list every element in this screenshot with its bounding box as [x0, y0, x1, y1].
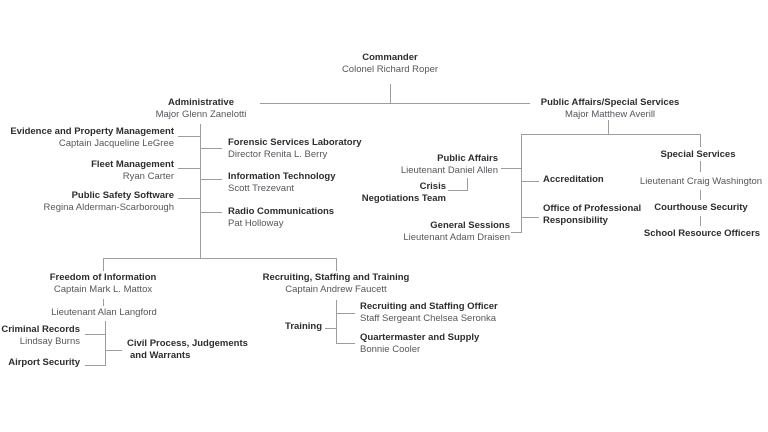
node-quartermaster-supply — [360, 332, 479, 356]
pass-title: Public Affairs/Special Services — [540, 97, 680, 108]
node-training — [285, 321, 322, 333]
rst-name: Captain Andrew Faucett — [285, 284, 387, 295]
radio-title: Radio Communications — [228, 206, 335, 217]
connector-top-horizontal — [260, 103, 530, 104]
connector-accreditation-tick — [521, 181, 539, 182]
node-general-sessions — [403, 220, 510, 244]
node-freedom-of-information — [50, 272, 157, 296]
airport-security-title: Airport Security — [8, 357, 80, 368]
fleet-title: Fleet Management — [91, 159, 174, 170]
civil-process-title-line1: Civil Process, Judgements — [127, 338, 248, 349]
node-civil-process — [127, 338, 248, 362]
civil-process-title-line2: and Warrants — [130, 350, 191, 361]
courthouse-security-title: Courthouse Security — [654, 202, 748, 213]
connector-radio-tick — [200, 212, 222, 213]
foi-title: Freedom of Information — [49, 272, 157, 283]
connector-courthouse-sro-tick — [700, 216, 701, 226]
evidence-name: Captain Jacqueline LeGree — [58, 138, 174, 149]
administrative-name: Major Glenn Zanelotti — [155, 109, 247, 120]
general-sessions-name: Lieutenant Adam Draisen — [403, 232, 510, 243]
rst-title: Recruiting, Staffing and Training — [262, 272, 410, 283]
general-sessions-title: General Sessions — [430, 220, 510, 231]
it-name: Scott Trezevant — [228, 183, 295, 194]
fleet-name: Ryan Carter — [122, 171, 174, 182]
node-recruiting-staffing-training — [263, 272, 410, 296]
connector-forensic-tick — [200, 148, 222, 149]
commander-title: Commander — [362, 52, 418, 63]
it-title: Information Technology — [228, 171, 336, 182]
forensic-title: Forensic Services Laboratory — [228, 137, 362, 148]
node-office-of-professional-responsibility — [543, 203, 641, 227]
oopr-title-line2: Responsibility — [543, 215, 608, 226]
oopr-title-line1: Office of Professional — [543, 203, 642, 214]
connector-oopr-tick — [521, 217, 539, 218]
craig-washington-name: Lieutenant Craig Washington — [639, 176, 763, 187]
connector-rso-tick — [336, 313, 355, 314]
criminal-records-name: Lindsay Burns — [19, 336, 80, 347]
evidence-title: Evidence and Property Management — [10, 126, 174, 137]
node-alan-langford — [51, 307, 157, 319]
connector-public-affairs-tick — [501, 168, 521, 169]
connector-ss-washington-tick — [700, 161, 701, 172]
node-public-affairs — [401, 153, 498, 177]
administrative-title: Administrative — [167, 97, 234, 108]
node-craig-washington — [640, 176, 762, 188]
quartermaster-name: Bonnie Cooler — [360, 344, 421, 355]
node-fleet-management — [91, 159, 174, 183]
connector-airport-security-tick — [85, 365, 105, 366]
connector-foi-langford-tick — [103, 299, 104, 306]
pass-name: Major Matthew Averill — [564, 109, 656, 120]
rso-title: Recruiting and Staffing Officer — [360, 301, 498, 312]
connector-crisis-horizontal — [448, 190, 468, 191]
node-courthouse-security — [654, 202, 747, 214]
public-affairs-name: Lieutenant Daniel Allen — [400, 165, 498, 176]
forensic-name: Director Renita L. Berry — [228, 149, 328, 160]
node-public-safety-software — [44, 190, 174, 214]
connector-admin-spine — [200, 124, 201, 258]
node-information-technology — [228, 171, 336, 195]
quartermaster-title: Quartermaster and Supply — [360, 332, 480, 343]
node-radio-communications — [228, 206, 334, 230]
connector-evidence-tick — [178, 136, 200, 137]
connector-pass-drop — [608, 120, 609, 134]
crisis-title-line1: Crisis — [419, 181, 446, 192]
node-evidence-property-management — [10, 126, 174, 150]
connector-langford-spine — [105, 321, 106, 366]
connector-foi-drop — [103, 258, 104, 271]
node-school-resource-officers — [644, 228, 760, 240]
connector-quartermaster-tick — [336, 343, 355, 344]
connector-training-tick — [325, 328, 336, 329]
public-safety-software-title: Public Safety Software — [71, 190, 174, 201]
node-forensic-services-laboratory — [228, 137, 362, 161]
crisis-title-line2: Negotiations Team — [361, 193, 446, 204]
connector-rst-spine — [336, 300, 337, 344]
connector-criminal-records-tick — [85, 334, 105, 335]
connector-civil-process-tick — [105, 350, 122, 351]
node-airport-security — [8, 357, 80, 369]
node-recruiting-staffing-officer — [360, 301, 498, 325]
connector-fleet-tick — [178, 168, 200, 169]
node-administrative — [156, 97, 247, 121]
node-criminal-records — [1, 324, 80, 348]
commander-name: Colonel Richard Roper — [341, 64, 439, 75]
sro-title: School Resource Officers — [643, 228, 761, 239]
public-affairs-title: Public Affairs — [437, 153, 498, 164]
connector-special-services-drop — [700, 134, 701, 147]
public-safety-software-name: Regina Alderman-Scarborough — [43, 202, 174, 213]
training-title: Training — [285, 321, 322, 332]
alan-langford-name: Lieutenant Alan Langford — [51, 307, 157, 318]
radio-name: Pat Holloway — [228, 218, 284, 229]
rso-name: Staff Sergeant Chelsea Seronka — [360, 313, 497, 324]
node-crisis-negotiations-team — [362, 181, 446, 205]
connector-bottom-horizontal — [103, 258, 337, 259]
node-public-affairs-special-services — [541, 97, 680, 121]
connector-commander-drop — [390, 84, 391, 103]
node-commander — [342, 52, 438, 76]
connector-it-tick — [200, 179, 222, 180]
criminal-records-title: Criminal Records — [1, 324, 80, 335]
connector-public-safety-software-tick — [178, 198, 200, 199]
accreditation-title: Accreditation — [543, 174, 604, 185]
connector-rst-drop — [336, 258, 337, 271]
connector-crisis-vertical — [467, 178, 468, 191]
connector-right-horizontal — [521, 134, 700, 135]
node-accreditation — [543, 174, 604, 186]
foi-name: Captain Mark L. Mattox — [53, 284, 153, 295]
node-special-services — [661, 149, 736, 161]
connector-general-sessions-tick — [511, 232, 521, 233]
connector-washington-courthouse-tick — [700, 190, 701, 200]
connector-right-spine — [521, 134, 522, 233]
special-services-title: Special Services — [660, 149, 736, 160]
